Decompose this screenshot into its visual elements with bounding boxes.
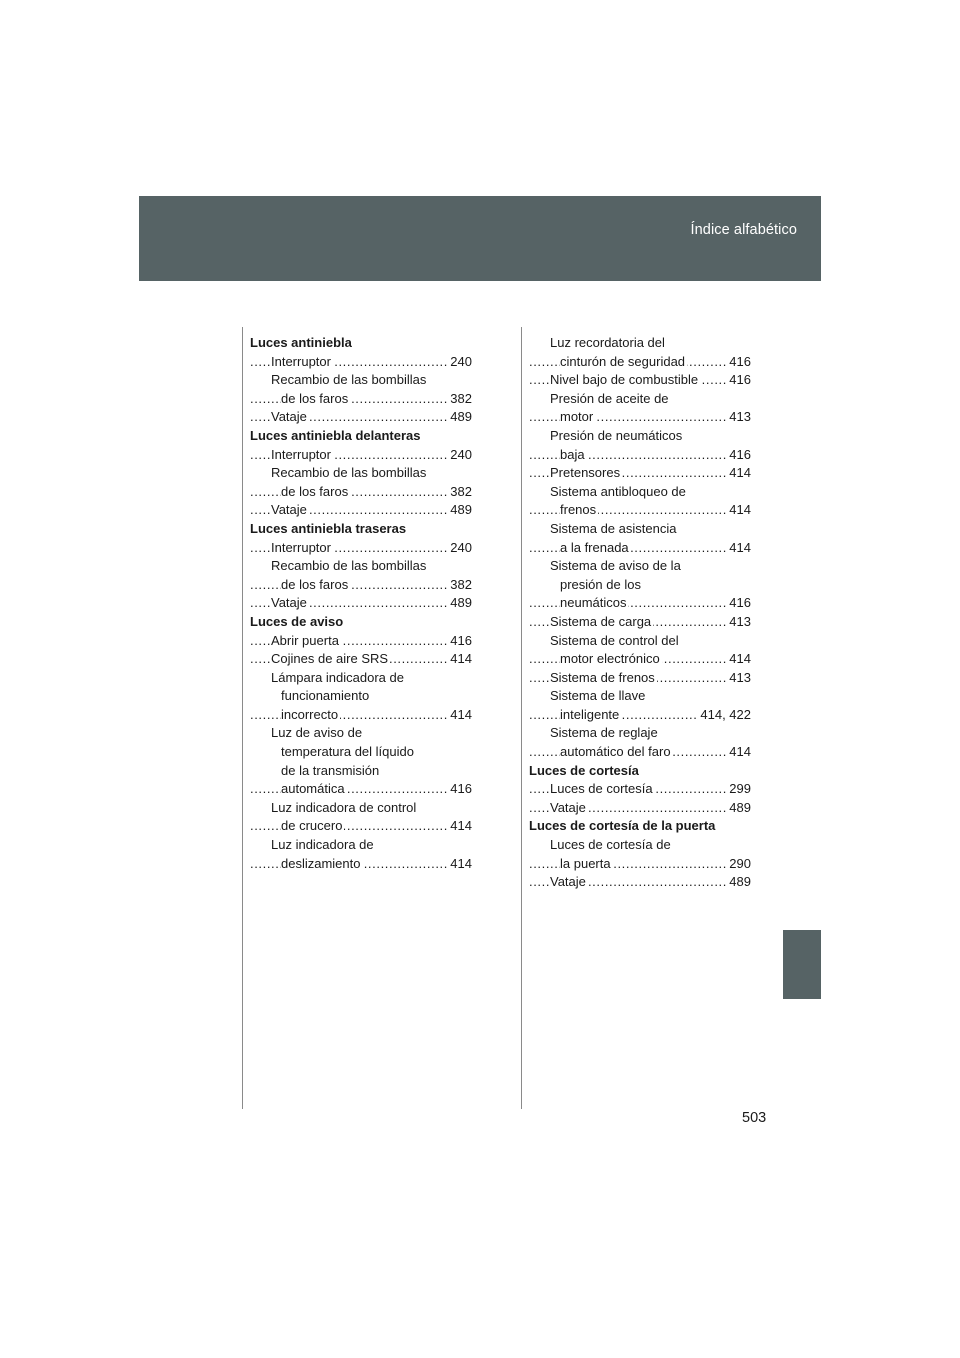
entry-text: neumáticos xyxy=(560,595,627,611)
entry-page-ref: 489 xyxy=(448,408,472,427)
entry-text: Luz indicadora de xyxy=(271,837,374,853)
entry-text: Sistema antibloqueo de xyxy=(550,483,686,499)
index-heading xyxy=(250,613,472,632)
index-entry xyxy=(529,353,751,372)
entry-page-ref: 416 xyxy=(448,780,472,799)
index-entry xyxy=(250,724,472,743)
section-thumb-tab xyxy=(783,930,821,999)
entry-page-ref: 414 xyxy=(448,650,472,669)
index-entry xyxy=(529,873,751,892)
entry-text: funcionamiento xyxy=(281,688,370,704)
entry-page-ref: 413 xyxy=(727,408,751,427)
entry-page-ref: 489 xyxy=(448,501,472,520)
entry-page-ref: 414 xyxy=(727,501,751,520)
index-entry xyxy=(250,855,472,874)
entry-page-ref: 414 xyxy=(727,464,751,483)
entry-page-ref: 414 xyxy=(448,817,472,836)
index-entry xyxy=(250,743,472,762)
index-entry xyxy=(250,594,472,613)
entry-text: Luces de aviso xyxy=(250,613,344,629)
entry-page-ref: 240 xyxy=(448,353,472,372)
entry-text: presión de los xyxy=(560,576,641,592)
index-entry xyxy=(529,557,751,576)
page-number: 503 xyxy=(742,1110,767,1126)
entry-text: Luz recordatoria del xyxy=(550,335,665,350)
index-column-2 xyxy=(529,334,751,892)
index-entry xyxy=(529,464,751,483)
index-entry xyxy=(529,408,751,427)
entry-page-ref: 382 xyxy=(448,483,472,502)
index-entry xyxy=(529,743,751,762)
entry-page-ref: 414 xyxy=(727,539,751,558)
index-entry xyxy=(529,650,751,669)
entry-page-ref: 413 xyxy=(727,669,751,688)
entry-text: motor electrónico xyxy=(560,651,660,667)
entry-text: Luces de cortesía xyxy=(550,781,653,797)
index-entry xyxy=(529,334,751,353)
index-entry xyxy=(250,353,472,372)
entry-text: Luces antiniebla traseras xyxy=(250,520,407,536)
entry-text: Recambio de las bombillas xyxy=(271,558,427,574)
index-entry xyxy=(250,706,472,725)
index-entry xyxy=(250,539,472,558)
entry-text: cinturón de seguridad xyxy=(560,353,686,369)
entry-text: inteligente xyxy=(560,706,620,722)
section-title: Índice alfabético xyxy=(690,222,797,238)
index-heading xyxy=(529,817,751,836)
index-entry xyxy=(250,817,472,836)
index-entry xyxy=(250,650,472,669)
index-entry xyxy=(529,799,751,818)
index-entry xyxy=(250,780,472,799)
entry-page-ref: 489 xyxy=(727,873,751,892)
index-entry xyxy=(529,446,751,465)
index-entry xyxy=(250,446,472,465)
entry-page-ref: 414 xyxy=(448,855,472,874)
entry-text: Luces antiniebla xyxy=(250,335,352,350)
index-entry xyxy=(529,501,751,520)
index-entry xyxy=(529,724,751,743)
entry-page-ref: 416 xyxy=(448,632,472,651)
index-entry xyxy=(529,427,751,446)
index-entry xyxy=(529,855,751,874)
entry-page-ref: 416 xyxy=(727,353,751,372)
index-heading xyxy=(250,427,472,446)
entry-text: Sistema de frenos xyxy=(550,669,655,685)
index-entry xyxy=(529,613,751,632)
index-entry xyxy=(529,520,751,539)
entry-text: Sistema de asistencia xyxy=(550,520,677,536)
entry-text: automática xyxy=(281,781,345,797)
entry-text: de los faros xyxy=(281,390,349,406)
entry-page-ref: 416 xyxy=(727,446,751,465)
entry-text: Recambio de las bombillas xyxy=(271,465,427,481)
index-entry xyxy=(529,483,751,502)
entry-page-ref: 414, 422 xyxy=(698,706,751,725)
index-entry xyxy=(250,669,472,688)
entry-text: Interruptor xyxy=(271,539,331,555)
column-rule-left xyxy=(242,327,243,1109)
index-entry xyxy=(250,408,472,427)
entry-page-ref: 299 xyxy=(727,780,751,799)
index-column-1 xyxy=(250,334,472,873)
index-entry xyxy=(529,687,751,706)
entry-text: Nivel bajo de combustible xyxy=(550,372,699,388)
entry-text: Luces de cortesía xyxy=(529,762,639,778)
entry-text: Interruptor xyxy=(271,446,331,462)
index-entry xyxy=(250,687,472,706)
index-heading xyxy=(250,520,472,539)
entry-text: baja xyxy=(560,446,585,462)
entry-text: Presión de neumáticos xyxy=(550,427,683,443)
entry-text: Vataje xyxy=(550,799,586,815)
entry-page-ref: 416 xyxy=(727,594,751,613)
index-entry xyxy=(250,501,472,520)
index-entry xyxy=(250,632,472,651)
entry-page-ref: 414 xyxy=(448,706,472,725)
entry-text: automático del faro xyxy=(560,744,671,760)
index-entry xyxy=(529,706,751,725)
index-entry xyxy=(529,594,751,613)
entry-text: de la transmisión xyxy=(281,762,380,778)
entry-text: Cojines de aire SRS xyxy=(271,651,389,667)
entry-text: Sistema de carga xyxy=(550,613,652,629)
entry-text: Vataje xyxy=(271,409,307,425)
entry-text: a la frenada xyxy=(560,539,629,555)
entry-page-ref: 489 xyxy=(727,799,751,818)
entry-text: Luz indicadora de control xyxy=(271,799,417,815)
entry-text: de los faros xyxy=(281,483,349,499)
index-entry xyxy=(250,483,472,502)
entry-text: Luces de cortesía de xyxy=(550,837,671,853)
entry-text: Vataje xyxy=(271,502,307,518)
entry-text: Recambio de las bombillas xyxy=(271,372,427,388)
entry-text: Lámpara indicadora de xyxy=(271,669,404,685)
entry-page-ref: 489 xyxy=(448,594,472,613)
index-entry xyxy=(529,539,751,558)
column-rule-middle xyxy=(521,327,522,1109)
entry-page-ref: 240 xyxy=(448,446,472,465)
entry-text: Presión de aceite de xyxy=(550,390,669,406)
entry-text: Luces antiniebla delanteras xyxy=(250,427,421,443)
entry-text: Sistema de reglaje xyxy=(550,725,658,741)
index-entry xyxy=(529,780,751,799)
header-band xyxy=(139,196,821,281)
index-entry xyxy=(250,371,472,390)
index-entry xyxy=(529,836,751,855)
index-entry xyxy=(250,390,472,409)
entry-text: Luz de aviso de xyxy=(271,725,363,741)
entry-text: de crucero xyxy=(281,818,343,834)
index-heading xyxy=(529,762,751,781)
entry-page-ref: 382 xyxy=(448,576,472,595)
index-entry xyxy=(529,669,751,688)
entry-text: Vataje xyxy=(271,595,307,611)
index-entry xyxy=(529,632,751,651)
index-entry xyxy=(250,576,472,595)
entry-text: Vataje xyxy=(550,874,586,890)
entry-text: Luces de cortesía de la puerta xyxy=(529,818,716,834)
index-entry xyxy=(250,557,472,576)
entry-text: Sistema de llave xyxy=(550,688,646,704)
entry-text: deslizamiento xyxy=(281,855,361,871)
entry-page-ref: 414 xyxy=(727,743,751,762)
entry-text: incorrecto xyxy=(281,706,339,722)
index-entry xyxy=(529,576,751,595)
entry-text: Abrir puerta xyxy=(271,632,339,648)
entry-text: frenos xyxy=(560,502,597,518)
index-entry xyxy=(250,464,472,483)
index-entry xyxy=(529,390,751,409)
entry-page-ref: 414 xyxy=(727,650,751,669)
index-entry xyxy=(250,799,472,818)
entry-text: de los faros xyxy=(281,576,349,592)
entry-page-ref: 413 xyxy=(727,613,751,632)
entry-text: temperatura del líquido xyxy=(281,744,414,760)
index-heading xyxy=(250,334,472,353)
entry-text: motor xyxy=(560,409,594,425)
entry-page-ref: 416 xyxy=(727,371,751,390)
index-entry xyxy=(529,371,751,390)
entry-page-ref: 290 xyxy=(727,855,751,874)
entry-text: la puerta xyxy=(560,855,611,871)
entry-text: Interruptor xyxy=(271,353,331,369)
entry-text: Sistema de control del xyxy=(550,632,679,648)
index-entry xyxy=(250,762,472,781)
index-entry xyxy=(250,836,472,855)
entry-page-ref: 382 xyxy=(448,390,472,409)
entry-text: Pretensores xyxy=(550,465,621,481)
entry-text: Sistema de aviso de la xyxy=(550,558,681,574)
entry-page-ref: 240 xyxy=(448,539,472,558)
